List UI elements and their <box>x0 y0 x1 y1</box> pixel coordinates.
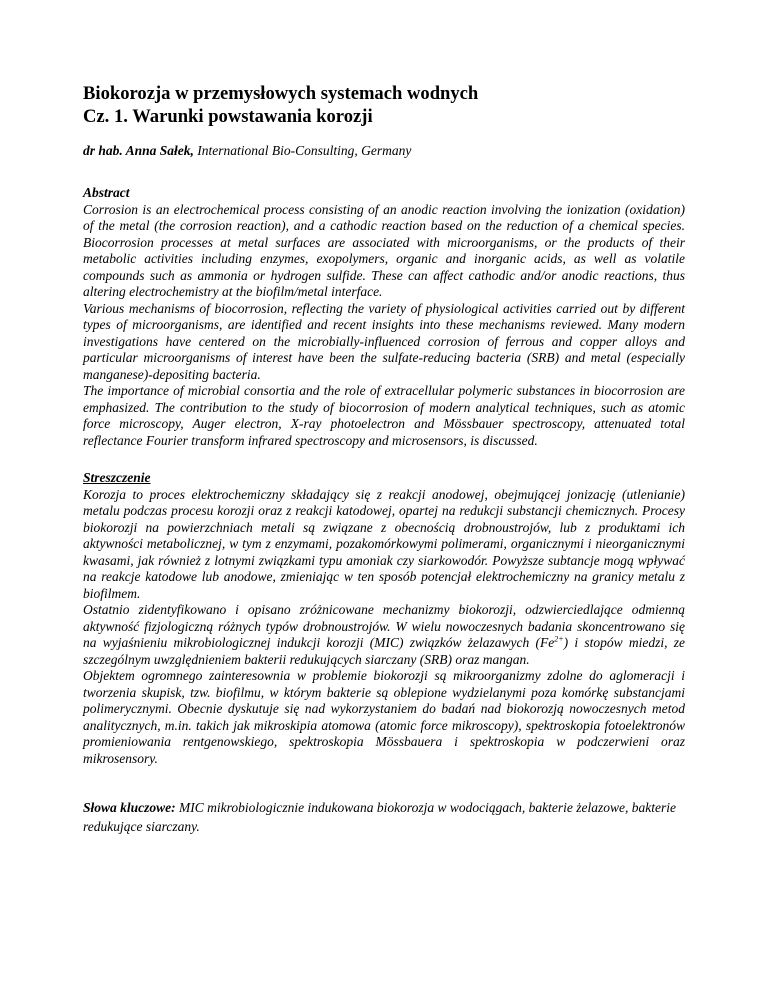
streszczenie-p2-text-end: ) i stopów miedzi, ze szczególnym uwzględnieniem bakterii redukujących siarczany (SRB) oraz mangan. <box>83 635 686 667</box>
abstract-paragraph-1: Corrosion is an electrochemical process consisting of an anodic reaction involving the ionization (oxidation) of the metal (the corrosion reaction), and a cathodic reaction based on the reduction of a chemical species. Biocorrosion processes at metal surfaces are associated with microorganisms, or the products of their metabolic activities including enzymes, exopolymers, organic and inorganic acids, as well as volatile compounds such as ammonia or hydrogen sulfide. These can affect cathodic and/or anodic reactions, thus altering electrochemistry at the biofilm/metal interface. <box>83 201 685 299</box>
document-title <box>83 82 685 128</box>
title-line-2: Cz. 1. Warunki powstawania korozji <box>83 106 373 127</box>
abstract-paragraph-3: The importance of microbial consortia and the role of extracellular polymeric substances in biocorrosion are emphasized. The contribution to the study of biocorrosion of modern analytical techniques, such as atomic force microscopy, Auger electron, X-ray photoelectron and Mössbauer spectroscopy, attenuated total reflectance Fourier transform infrared spectroscopy and microsensors, is discussed. <box>83 383 685 448</box>
keywords-label: Słowa kluczowe: <box>83 800 176 815</box>
streszczenie-section <box>83 470 685 767</box>
streszczenie-paragraph-1: Korozja to proces elektrochemiczny składający się z reakcji anodowej, obejmującej jonizację (utlenianie) metalu podczas procesu korozji oraz z reakcji katodowej, opartej na redukcji substancji chemicznych. Procesy biokorozji na powierzchniach metali są związane z obecnością drobnoustrojów, lub z produktami ich aktywności metabolicznej, w tym z enzymami, pozakomórkowymi polimerami, organicznymi i nieorganicznymi kwasami, jak również z lotnymi związkami typu amoniak czy siarkowodór. Powyższe subtancje mogą wpływać na reakcje katodowe lub anodowe, zmieniając w ten sposób potencjał elektrochemiczny na granicy metalu z biofilmem. <box>83 486 685 601</box>
streszczenie-p2-text: Ostatnio zidentyfikowano i opisano zróżnicowane mechanizmy biokorozji, odzwierciedlające odmienną aktywność fizjologiczną różnych typów drobnoustrojów. W wielu nowoczesnych badania skoncentrowano się na wyjaśnieniu mikrobiologicznej indukcji korozji (MIC) związków żelazawych (Fe <box>83 602 685 650</box>
iron-charge-superscript: 2+ <box>554 634 564 644</box>
abstract-heading: Abstract <box>83 185 130 200</box>
title-line-1: Biokorozja w przemysłowych systemach wodnych <box>83 83 479 104</box>
author-affiliation: International Bio-Consulting, Germany <box>193 143 412 158</box>
document-page <box>83 82 685 836</box>
author-line <box>83 142 685 159</box>
keywords-text: MIC mikrobiologicznie indukowana biokorozja w wodociągach, bakterie żelazowe, bakterie redukujące siarczany. <box>83 800 676 834</box>
streszczenie-paragraph-2 <box>83 602 685 668</box>
abstract-section <box>83 185 685 449</box>
streszczenie-paragraph-3: Objektem ogromnego zainteresownia w problemie biokorozji są mikroorganizmy zdolne do aglomeracji i tworzenia skupisk, tzw. biofilmu, w którym bakterie są oblepione wydzielanymi poza komórkę substancjami polimerycznymi. Obecnie dyskutuje się nad wykorzystaniem do badań nad biokorozją nowoczesnych metod analitycznych, m.in. takich jak mikroskipia atomowa (atomic force mikroscopy), spektroskopia fotoelektronów promieniowania rentgenowskiego, spektroskopia Mössbauera i spektroskopia w podczerwieni oraz mikrosensory. <box>83 668 685 766</box>
keywords-line <box>83 799 685 836</box>
streszczenie-heading: Streszczenie <box>83 470 151 485</box>
abstract-paragraph-2: Various mechanisms of biocorrosion, reflecting the variety of physiological activities carried out by different types of microorganisms, are identified and recent insights into these mechanisms reviewed. Many modern investigations have centered on the microbially-influenced corrosion of ferrous and copper alloys and particular microorganisms of interest have been the sulfate-reducing bacteria (SRB) and metal (especially manganese)-depositing bacteria. <box>83 300 685 382</box>
author-name: dr hab. Anna Sałek, <box>83 143 194 158</box>
